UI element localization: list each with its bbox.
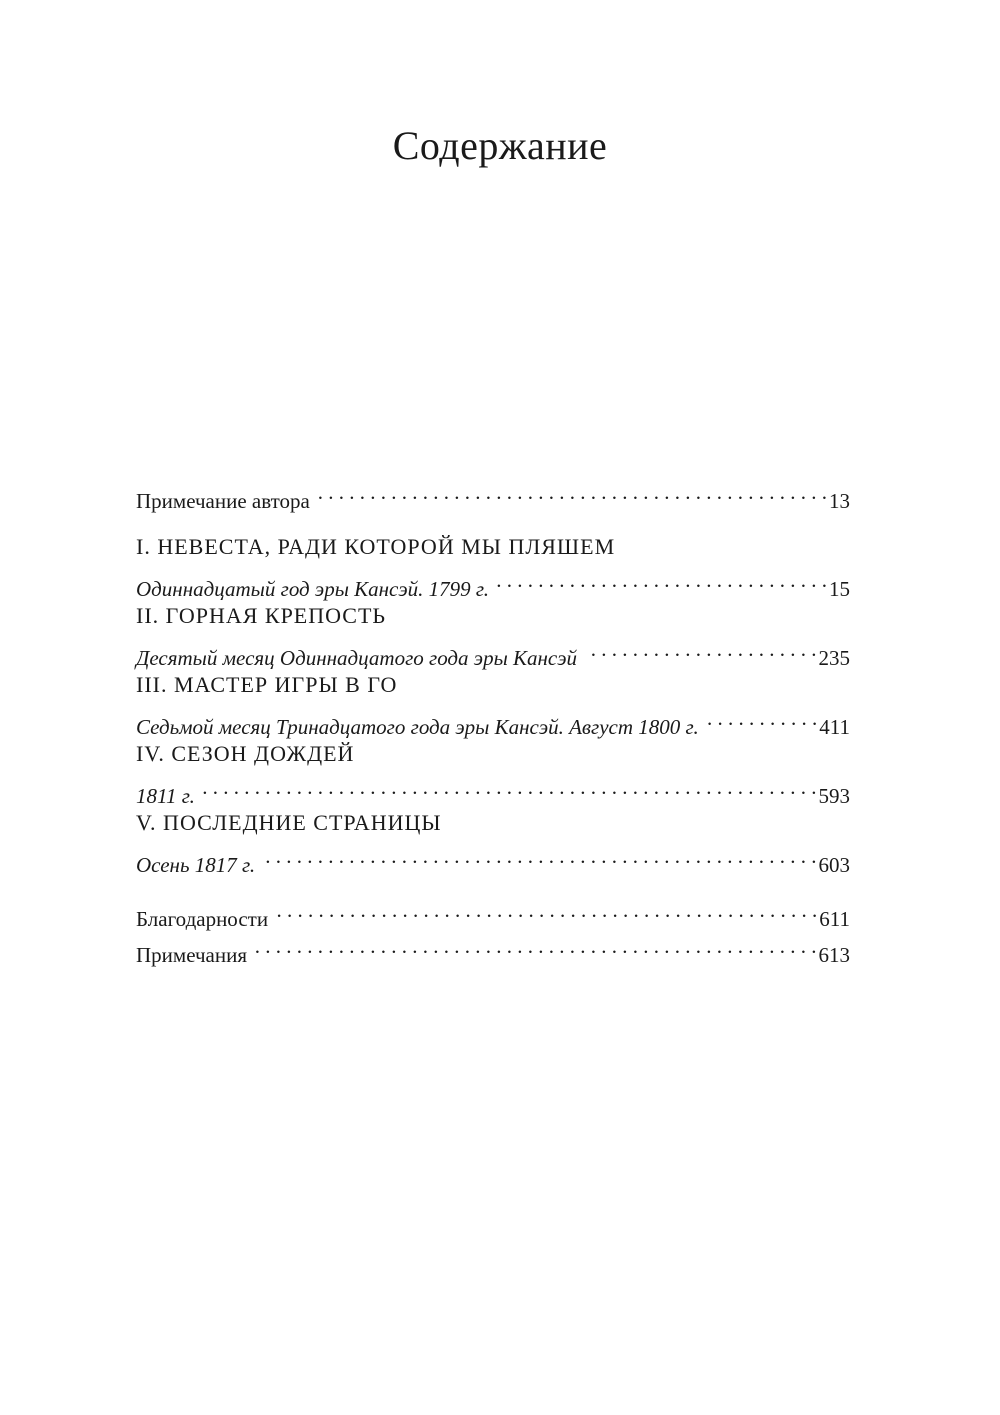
toc-entry-label: Примечания — [136, 943, 248, 967]
dot-leader — [203, 771, 817, 803]
part-subtitle: Десятый месяц Одиннадцатого года эры Кансэй — [136, 646, 577, 670]
part-subtitle-row — [136, 564, 850, 601]
part-heading: I. НЕВЕСТА, РАДИ КОТОРОЙ МЫ ПЛЯШЕМ — [136, 534, 616, 559]
dot-leader — [585, 633, 817, 665]
toc-entry-page: 611 — [819, 907, 850, 931]
toc-entry-label: Благодарности — [136, 907, 269, 931]
dot-leader — [276, 894, 817, 926]
part-heading: V. ПОСЛЕДНИЕ СТРАНИЦЫ — [136, 810, 442, 835]
toc-entry-page: 593 — [818, 784, 850, 808]
part-subtitle: Седьмой месяц Тринадцатого года эры Кансэй. Август 1800 г. — [136, 715, 699, 739]
toc-entry-page: 613 — [818, 943, 850, 967]
part-subtitle-row — [136, 771, 850, 808]
page-title: Содержание — [392, 123, 608, 168]
dot-leader — [318, 476, 827, 508]
toc-entry-acknowledgements — [136, 894, 850, 931]
toc-entry-page: 15 — [829, 577, 850, 601]
dot-leader — [497, 564, 827, 596]
part-heading: IV. СЕЗОН ДОЖДЕЙ — [136, 741, 355, 766]
part-subtitle-row — [136, 633, 850, 670]
toc-part-2 — [136, 599, 850, 670]
toc-part-3 — [136, 668, 850, 739]
table-of-contents — [136, 476, 850, 967]
part-subtitle-row — [136, 840, 850, 877]
dot-leader — [707, 702, 818, 734]
toc-part-1 — [136, 530, 850, 601]
dot-leader — [263, 840, 816, 872]
toc-entry-label: Примечание автора — [136, 489, 310, 513]
dot-leader — [255, 930, 816, 962]
toc-entry-page: 13 — [829, 489, 850, 513]
toc-entry-page: 411 — [819, 715, 850, 739]
part-heading: II. ГОРНАЯ КРЕПОСТЬ — [136, 603, 387, 628]
toc-part-5 — [136, 806, 850, 877]
toc-part-4 — [136, 737, 850, 808]
toc-entry-page: 603 — [818, 853, 850, 877]
part-subtitle: 1811 г. — [136, 784, 195, 808]
part-subtitle: Одиннадцатый год эры Кансэй. 1799 г. — [136, 577, 490, 601]
toc-entry-page: 235 — [818, 646, 850, 670]
toc-entry-author-note — [136, 476, 850, 513]
part-subtitle-row — [136, 702, 850, 739]
part-heading: III. МАСТЕР ИГРЫ В ГО — [136, 672, 398, 697]
part-subtitle: Осень 1817 г. — [136, 853, 256, 877]
